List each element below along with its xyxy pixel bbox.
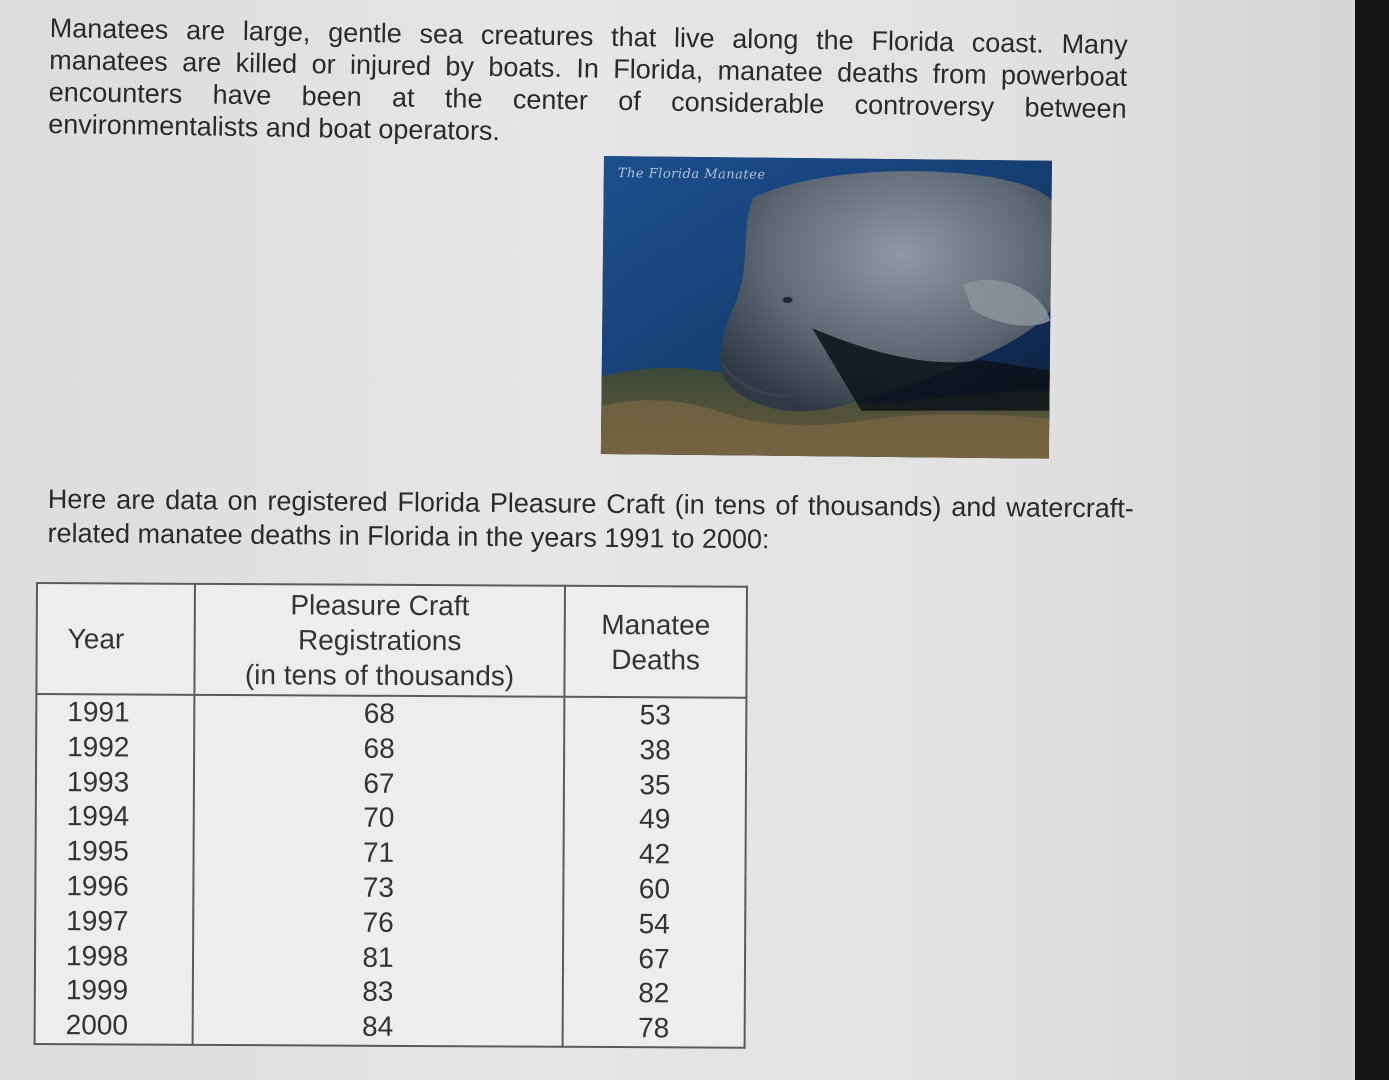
- table-row: [36, 765, 746, 804]
- table-row: [36, 694, 746, 734]
- craft-cell: 70: [194, 800, 564, 837]
- craft-cell: 83: [193, 974, 563, 1011]
- deaths-cell: 54: [563, 907, 745, 943]
- craft-cell: 84: [193, 1009, 563, 1047]
- manatee-photo: [601, 156, 1052, 459]
- year-cell: 1993: [36, 765, 194, 801]
- year-cell: 1992: [36, 730, 194, 766]
- year-cell: 1999: [35, 973, 193, 1009]
- deaths-cell: 82: [563, 976, 745, 1012]
- table-row: [35, 834, 745, 873]
- craft-cell: 67: [194, 765, 564, 802]
- year-cell: 1996: [35, 869, 193, 905]
- photo-caption: The Florida Manatee: [617, 166, 766, 183]
- deaths-header-line-2: Deaths: [611, 643, 701, 675]
- craft-header-line-1: Pleasure Craft: [290, 589, 470, 622]
- year-cell: 1997: [35, 904, 193, 940]
- monitor-bezel: [1355, 0, 1389, 1080]
- table-row: [35, 973, 745, 1012]
- data-intro-paragraph: Here are data on registered Florida Pleasure Craft (in tens of thousands) and watercraft-related manatee deaths in Florida in the years 1991 to 2000:: [47, 483, 1134, 555]
- deaths-cell: 67: [563, 941, 745, 977]
- craft-header-line-3: (in tens of thousands): [244, 659, 515, 692]
- deaths-cell: 53: [564, 697, 746, 734]
- craft-cell: 68: [194, 731, 564, 768]
- craft-cell: 73: [193, 870, 563, 907]
- craft-header-line-2: Registrations: [297, 624, 462, 657]
- table-row: [35, 869, 745, 908]
- year-cell: 1991: [36, 694, 194, 731]
- manatee-data-table: [34, 582, 748, 1049]
- deaths-header: [564, 586, 747, 698]
- craft-cell: 68: [194, 695, 564, 733]
- craft-cell: 81: [193, 939, 563, 976]
- deaths-header-line-1: Manatee: [601, 608, 711, 641]
- table-row: [36, 730, 746, 769]
- intro-paragraph: Manatees are large, gentle sea creatures that live along the Florida coast. Many manatees are killed or injured by boats. In Florida, manatee deaths from powerboat encounters have been at the center of considerable controversy between environmentalists and boat operators.: [48, 12, 1128, 147]
- year-cell: 1995: [35, 834, 193, 870]
- table-header-row: [36, 583, 747, 698]
- table-row: [35, 939, 745, 978]
- deaths-cell: 49: [564, 802, 746, 838]
- deaths-cell: 60: [563, 872, 745, 908]
- craft-cell: 71: [193, 835, 563, 872]
- deaths-cell: 78: [563, 1011, 745, 1048]
- deaths-cell: 42: [563, 837, 745, 873]
- year-cell: 1998: [35, 939, 193, 975]
- year-cell: 1994: [36, 799, 194, 835]
- manatee-illustration: [601, 156, 1052, 459]
- year-cell: 2000: [35, 1008, 193, 1045]
- craft-cell: 76: [193, 905, 563, 942]
- craft-header: [194, 584, 565, 697]
- table-row: [35, 904, 745, 943]
- deaths-cell: 35: [564, 767, 746, 803]
- table-row: [35, 1008, 745, 1048]
- table-row: [36, 799, 746, 838]
- year-header: Year: [36, 583, 195, 695]
- deaths-cell: 38: [564, 733, 746, 769]
